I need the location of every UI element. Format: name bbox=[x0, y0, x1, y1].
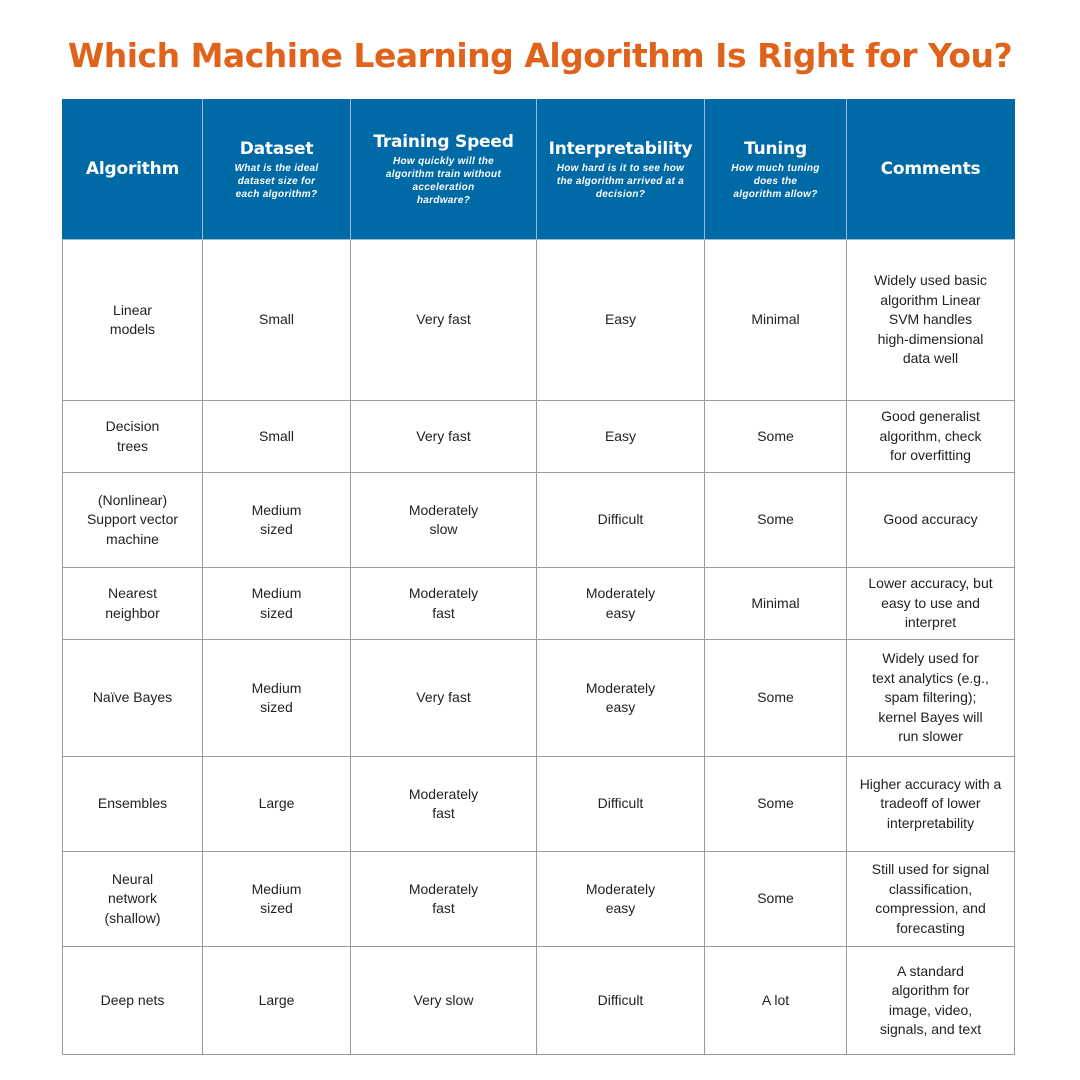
cell-comments bbox=[847, 240, 1015, 401]
table-row bbox=[63, 401, 1015, 473]
cell-text: Moderately fast bbox=[408, 785, 479, 821]
cell-dataset: Large bbox=[203, 757, 351, 852]
cell-text: A standard algorithm for image, video, signals, and text bbox=[879, 962, 982, 1037]
header-row bbox=[63, 99, 1015, 240]
header-subtitle: How much tuning does the algorithm allow? bbox=[731, 162, 820, 200]
cell-text: Still used for signal classification, compression, and forecasting bbox=[871, 861, 990, 936]
cell-interpretability: Difficult bbox=[537, 473, 705, 568]
cell-interpretability: Difficult bbox=[537, 757, 705, 852]
table-row bbox=[63, 852, 1015, 947]
table-row bbox=[63, 473, 1015, 568]
cell-training-speed bbox=[351, 852, 537, 947]
cell-comments: Good accuracy bbox=[847, 473, 1015, 568]
cell-training-speed: Very fast bbox=[351, 240, 537, 401]
cell-text: Widely used for text analytics (e.g., spam filtering); kernel Bayes will run slower bbox=[872, 650, 989, 745]
header-tuning bbox=[705, 99, 847, 240]
cell-text: Medium sized bbox=[251, 880, 302, 916]
cell-comments bbox=[847, 568, 1015, 640]
cell-text: Lower accuracy, but easy to use and interpret bbox=[868, 575, 993, 631]
cell-algorithm: Naïve Bayes bbox=[63, 640, 203, 757]
cell-text: Linear models bbox=[109, 301, 156, 337]
cell-interpretability: Easy bbox=[537, 240, 705, 401]
cell-interpretability bbox=[537, 852, 705, 947]
cell-tuning: Some bbox=[705, 401, 847, 473]
cell-dataset: Large bbox=[203, 947, 351, 1055]
cell-comments bbox=[847, 401, 1015, 473]
cell-text: Moderately slow bbox=[408, 501, 479, 537]
cell-training-speed bbox=[351, 568, 537, 640]
cell-algorithm bbox=[63, 568, 203, 640]
cell-dataset bbox=[203, 568, 351, 640]
cell-tuning: Some bbox=[705, 757, 847, 852]
cell-interpretability bbox=[537, 640, 705, 757]
cell-dataset bbox=[203, 640, 351, 757]
algorithm-comparison-table bbox=[62, 99, 1015, 1055]
header-training-speed bbox=[351, 99, 537, 240]
cell-tuning: Some bbox=[705, 640, 847, 757]
header-subtitle: How hard is it to see how the algorithm arrived at a decision? bbox=[556, 162, 685, 200]
cell-comments bbox=[847, 640, 1015, 757]
cell-text: Moderately fast bbox=[408, 880, 479, 916]
cell-text: Medium sized bbox=[251, 679, 302, 715]
table-row bbox=[63, 640, 1015, 757]
cell-tuning: Some bbox=[705, 852, 847, 947]
cell-dataset: Small bbox=[203, 401, 351, 473]
cell-algorithm: Ensembles bbox=[63, 757, 203, 852]
table-row bbox=[63, 240, 1015, 401]
cell-text: Higher accuracy with a tradeoff of lower interpretability bbox=[859, 775, 1002, 831]
header-title: Algorithm bbox=[85, 159, 180, 179]
cell-dataset bbox=[203, 473, 351, 568]
header-title: Comments bbox=[880, 159, 981, 179]
table-row bbox=[63, 757, 1015, 852]
cell-training-speed: Very slow bbox=[351, 947, 537, 1055]
cell-dataset bbox=[203, 852, 351, 947]
cell-dataset: Small bbox=[203, 240, 351, 401]
cell-text: Medium sized bbox=[251, 585, 302, 621]
cell-text: Widely used basic algorithm Linear SVM handles high-dimensional data well bbox=[874, 272, 987, 367]
cell-text: Decision trees bbox=[105, 418, 160, 454]
cell-text: Medium sized bbox=[251, 501, 302, 537]
header-dataset bbox=[203, 99, 351, 240]
table-row bbox=[63, 568, 1015, 640]
cell-algorithm bbox=[63, 240, 203, 401]
header-interpretability bbox=[537, 99, 705, 240]
cell-text: Moderately easy bbox=[585, 679, 656, 715]
cell-training-speed: Very fast bbox=[351, 401, 537, 473]
cell-algorithm: Deep nets bbox=[63, 947, 203, 1055]
cell-comments bbox=[847, 852, 1015, 947]
cell-algorithm bbox=[63, 852, 203, 947]
cell-tuning: Some bbox=[705, 473, 847, 568]
header-algorithm bbox=[63, 99, 203, 240]
cell-tuning: Minimal bbox=[705, 568, 847, 640]
cell-text: Moderately fast bbox=[408, 585, 479, 621]
cell-comments bbox=[847, 757, 1015, 852]
header-title: Interpretability bbox=[548, 138, 693, 159]
cell-text: Nearest neighbor bbox=[105, 585, 160, 621]
cell-algorithm bbox=[63, 473, 203, 568]
cell-text: Moderately easy bbox=[585, 585, 656, 621]
cell-training-speed bbox=[351, 757, 537, 852]
cell-text: (Nonlinear) Support vector machine bbox=[86, 491, 179, 547]
cell-training-speed: Very fast bbox=[351, 640, 537, 757]
cell-algorithm bbox=[63, 401, 203, 473]
table-header bbox=[63, 99, 1015, 240]
cell-text: Good generalist algorithm, check for overfitting bbox=[879, 408, 982, 464]
header-title: Tuning bbox=[744, 138, 807, 159]
cell-tuning: Minimal bbox=[705, 240, 847, 401]
cell-training-speed bbox=[351, 473, 537, 568]
header-comments bbox=[847, 99, 1015, 240]
cell-text: Neural network (shallow) bbox=[104, 870, 161, 926]
page-title: Which Machine Learning Algorithm Is Right for You? bbox=[67, 36, 1013, 75]
header-title: Dataset bbox=[239, 138, 314, 159]
cell-interpretability: Easy bbox=[537, 401, 705, 473]
header-subtitle: What is the ideal dataset size for each algorithm? bbox=[234, 162, 319, 200]
cell-interpretability bbox=[537, 568, 705, 640]
header-subtitle: How quickly will the algorithm train without acceleration hardware? bbox=[385, 156, 502, 206]
cell-text: Moderately easy bbox=[585, 880, 656, 916]
cell-comments bbox=[847, 947, 1015, 1055]
table-row bbox=[63, 947, 1015, 1055]
table-body bbox=[63, 240, 1015, 1055]
cell-tuning: A lot bbox=[705, 947, 847, 1055]
header-title: Training Speed bbox=[373, 132, 514, 152]
cell-interpretability: Difficult bbox=[537, 947, 705, 1055]
